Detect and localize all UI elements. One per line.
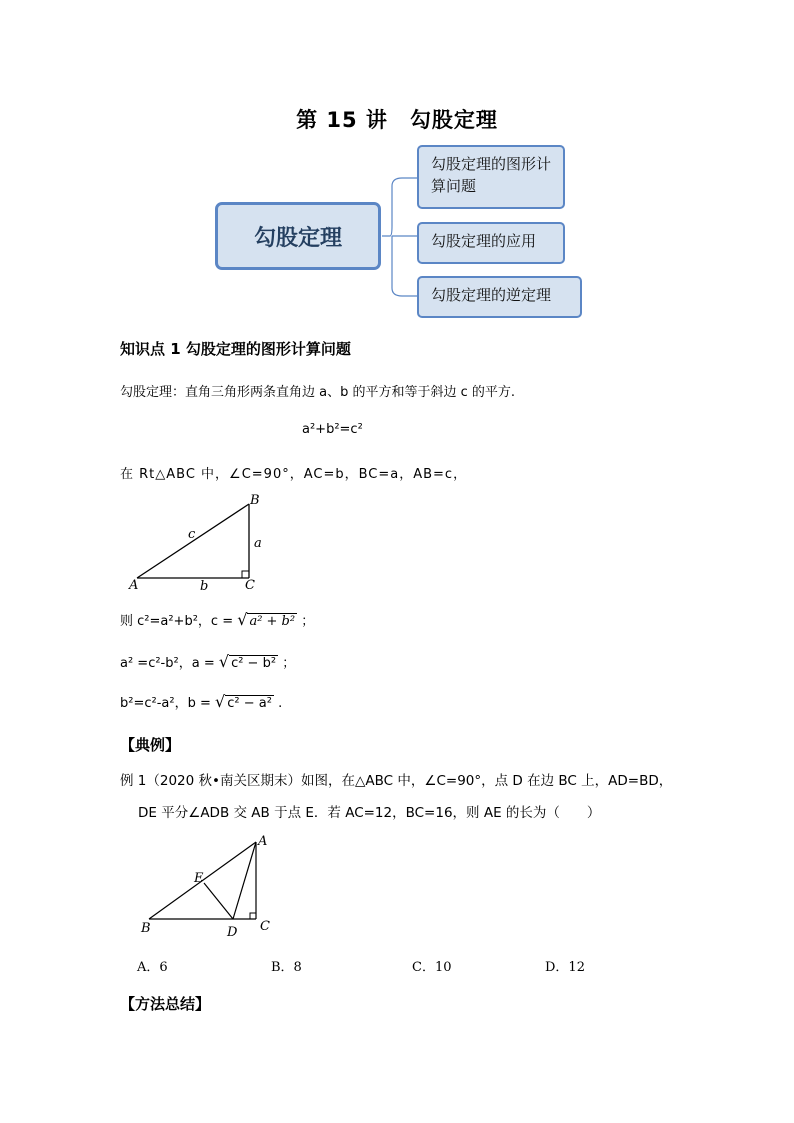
vertex-label-a: A <box>129 578 139 593</box>
option-d[interactable]: D．12 <box>545 960 585 975</box>
radicand-b: c² − a² <box>227 696 272 711</box>
mindmap-node-converse-theorem: 勾股定理的逆定理 <box>417 276 582 318</box>
formula-line-c-prefix: 则 c²=a²+b²，c = <box>120 614 234 629</box>
option-c[interactable]: C．10 <box>412 960 452 975</box>
segment-de <box>204 883 233 919</box>
point-label-b: B <box>141 921 151 936</box>
formula-line-b-suffix: . <box>278 696 283 711</box>
example-line-1: 例 1（2020 秋•南关区期末）如图，在△ABC 中，∠C=90°，点 D 在边 BC 上，AD=BD， <box>120 773 673 789</box>
right-angle-mark <box>242 571 249 578</box>
point-label-d: D <box>227 925 238 940</box>
triangle-condition: 在 Rt△ABC 中，∠C=90°，AC=b，BC=a，AB=c， <box>120 467 468 482</box>
formula-line-a <box>120 652 295 671</box>
mindmap-connectors <box>380 170 420 300</box>
vertex-label-c: C <box>245 578 255 593</box>
point-label-c: C <box>260 919 270 934</box>
right-angle-mark <box>250 913 256 919</box>
point-label-e: E <box>194 871 204 886</box>
sqrt-sign: √ c² − b² <box>218 652 277 671</box>
segment-ad <box>233 842 256 919</box>
option-b[interactable]: B．8 <box>271 960 302 975</box>
theorem-definition: 勾股定理：直角三角形两条直角边 a、b 的平方和等于斜边 c 的平方. <box>120 385 516 400</box>
formula-line-c <box>120 610 314 629</box>
formula-line-a-suffix: ； <box>282 656 296 671</box>
sqrt-sign: √ c² − a² <box>215 692 272 711</box>
mindmap-center-node: 勾股定理 <box>215 202 381 270</box>
mindmap-node-application: 勾股定理的应用 <box>417 222 565 264</box>
option-a[interactable]: A．6 <box>137 960 168 975</box>
method-summary-heading: 【方法总结】 <box>120 995 211 1013</box>
sqrt-sign: √ a² + b² <box>237 610 296 629</box>
right-triangle-figure <box>120 490 280 595</box>
formula-line-c-suffix: ； <box>301 614 315 629</box>
formula-line-b <box>120 692 282 711</box>
pythagorean-formula: a²+b²=c² <box>302 422 363 437</box>
vertex-label-b: B <box>250 493 260 508</box>
radicand-a: c² − b² <box>231 656 277 671</box>
example-line-2: DE 平分∠ADB 交 AB 于点 E．若 AC=12，BC=16，则 AE 的长为（ ） <box>138 805 601 821</box>
side-label-a: a <box>254 536 262 551</box>
side-label-b: b <box>200 579 209 594</box>
page-title: 第 15 讲 勾股定理 <box>296 108 498 132</box>
example-heading: 【典例】 <box>120 736 181 754</box>
example-triangle-figure <box>130 830 290 940</box>
point-label-a: A <box>258 834 268 849</box>
formula-line-b-prefix: b²=c²-a²，b = <box>120 696 211 711</box>
mindmap-node-graph-calculation: 勾股定理的图形计算问题 <box>417 145 565 209</box>
side-label-c: c <box>188 527 196 542</box>
section-heading: 知识点 1 勾股定理的图形计算问题 <box>120 340 351 358</box>
formula-line-a-prefix: a² =c²-b²，a = <box>120 656 215 671</box>
radicand-c: a² + b² <box>249 614 296 629</box>
